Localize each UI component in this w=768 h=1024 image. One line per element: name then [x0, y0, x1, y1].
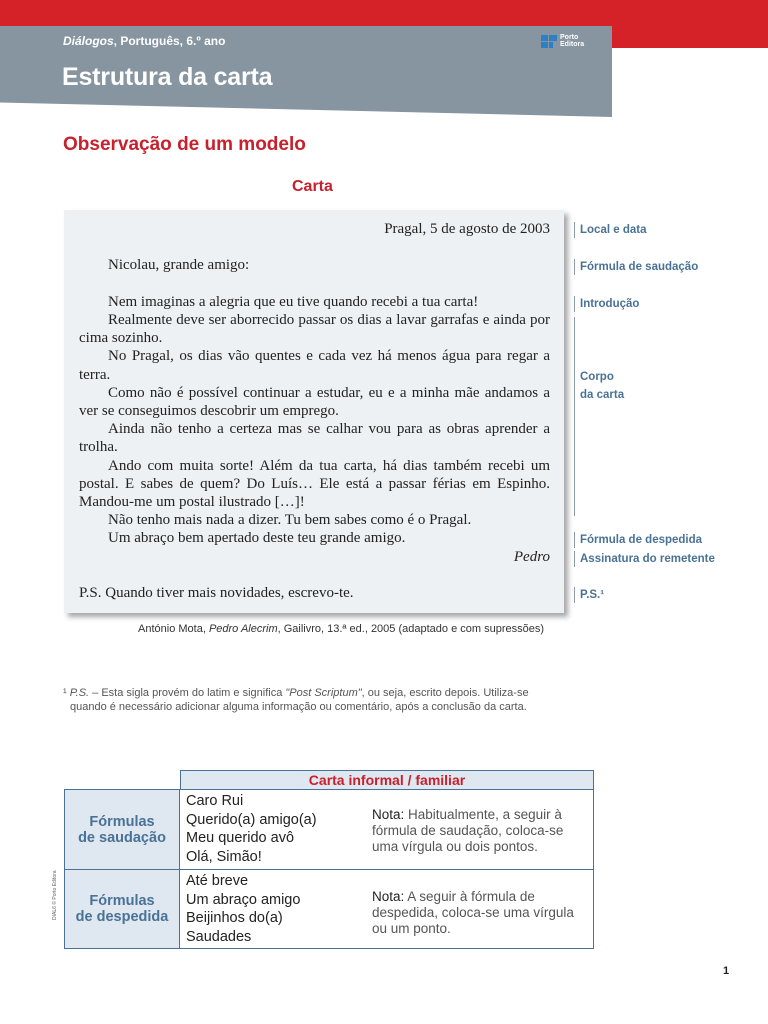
- letter-paragraph: Nem imaginas a alegria que eu tive quando recebi a tua carta!: [108, 293, 479, 310]
- annotation-bracket: [574, 296, 575, 312]
- table-row: [179, 869, 594, 949]
- page-number: 1: [723, 965, 730, 977]
- annotation-local-data: Local e data: [580, 224, 647, 236]
- side-copyright: DIAL6 © Porto Editora: [52, 870, 58, 920]
- annotation-bracket: [574, 317, 575, 516]
- annotation-saudacao: Fórmula de saudação: [580, 261, 699, 273]
- annotation-bracket: [574, 587, 575, 603]
- table-row-label: Fórmulas de despedida: [64, 869, 180, 949]
- annotation-assinatura: Assinatura do remetente: [580, 553, 715, 565]
- annotation-bracket: [574, 551, 575, 567]
- top-red-bar: [0, 0, 768, 26]
- annotation-bracket: [574, 222, 575, 238]
- section-title: Observação de um modelo: [63, 134, 306, 155]
- letter-paragraph: Não tenho mais nada a dizer. Tu bem sabes como é o Pragal.: [108, 512, 472, 529]
- table-note: Nota: Habitualmente, a seguir à fórmula de saudação, coloca-se uma vírgula ou dois pontos.: [372, 807, 564, 854]
- annotation-ps: P.S.¹: [580, 589, 605, 601]
- examples-list: Até breve Um abraço amigo Beijinhos do(a) Saudades: [186, 873, 301, 945]
- table-row-label: Fórmulas de saudação: [64, 789, 180, 870]
- annotation-despedida: Fórmula de despedida: [580, 534, 703, 546]
- letter-postscript: P.S. Quando tiver mais novidades, escrevo-te.: [79, 585, 354, 602]
- letter-greeting: Nicolau, grande amigo:: [108, 257, 250, 274]
- formulas-table: [64, 770, 594, 949]
- annotation-introducao: Introdução: [580, 298, 640, 310]
- publisher-logo: Porto Editora: [541, 34, 584, 48]
- annotation-corpo: Corpo da carta: [580, 371, 625, 401]
- letter-paragraph: Realmente deve ser aborrecido passar os dias a lavar garrafas e ainda por cima sozinho.: [79, 311, 550, 347]
- letter-heading: Carta: [292, 178, 333, 195]
- letter-paragraph: Ainda não tenho a certeza mas se calhar vou para as obras aprender a trolha.: [79, 421, 550, 456]
- annotation-bracket: [574, 532, 575, 548]
- letter-text: [79, 220, 550, 602]
- table-note: Nota: A seguir à fórmula de despedida, coloca-se uma vírgula ou um ponto.: [372, 889, 574, 936]
- letter-paragraph: Ando com muita sorte! Além da tua carta, há dias também recebi um postal. E sabes de quem? Do Luís… Ele está a passar férias em Espinho. Mandou-me um postal ilustrado […]!: [79, 457, 550, 511]
- page-title: Estrutura da carta: [62, 63, 273, 91]
- series-title: Diálogos, Português, 6.º ano: [63, 34, 226, 48]
- letter-paragraph: No Pragal, os dias vão quentes e cada vez há menos água para regar a terra.: [79, 348, 550, 383]
- footnote: ¹ P.S. – Esta sigla provém do latim e significa "Post Scriptum", ou seja, escrito depois. Utiliza-se quando é necessário adicionar alguma informação ou comentário, após a conclusão da carta.: [63, 687, 529, 713]
- citation: António Mota, Pedro Alecrim, Gailivro, 13.ª ed., 2005 (adaptado e com supressões): [138, 623, 544, 635]
- letter-place-date: Pragal, 5 de agosto de 2003: [384, 221, 550, 237]
- examples-list: Caro Rui Querido(a) amigo(a) Meu querido avô Olá, Simão!: [186, 793, 317, 865]
- top-red-strip: [612, 26, 768, 48]
- letter-paragraph: Como não é possível continuar a estudar, eu e a minha mãe andamos a ver se conseguimos descobrir um emprego.: [79, 384, 550, 419]
- annotation-bracket: [574, 259, 575, 275]
- publisher-logo-icon: [541, 35, 557, 48]
- letter-signature: Pedro: [513, 548, 550, 565]
- letter-closing: Um abraço bem apertado deste teu grande amigo.: [108, 530, 406, 547]
- table-header: Carta informal / familiar: [180, 770, 594, 790]
- table-row: [179, 789, 594, 870]
